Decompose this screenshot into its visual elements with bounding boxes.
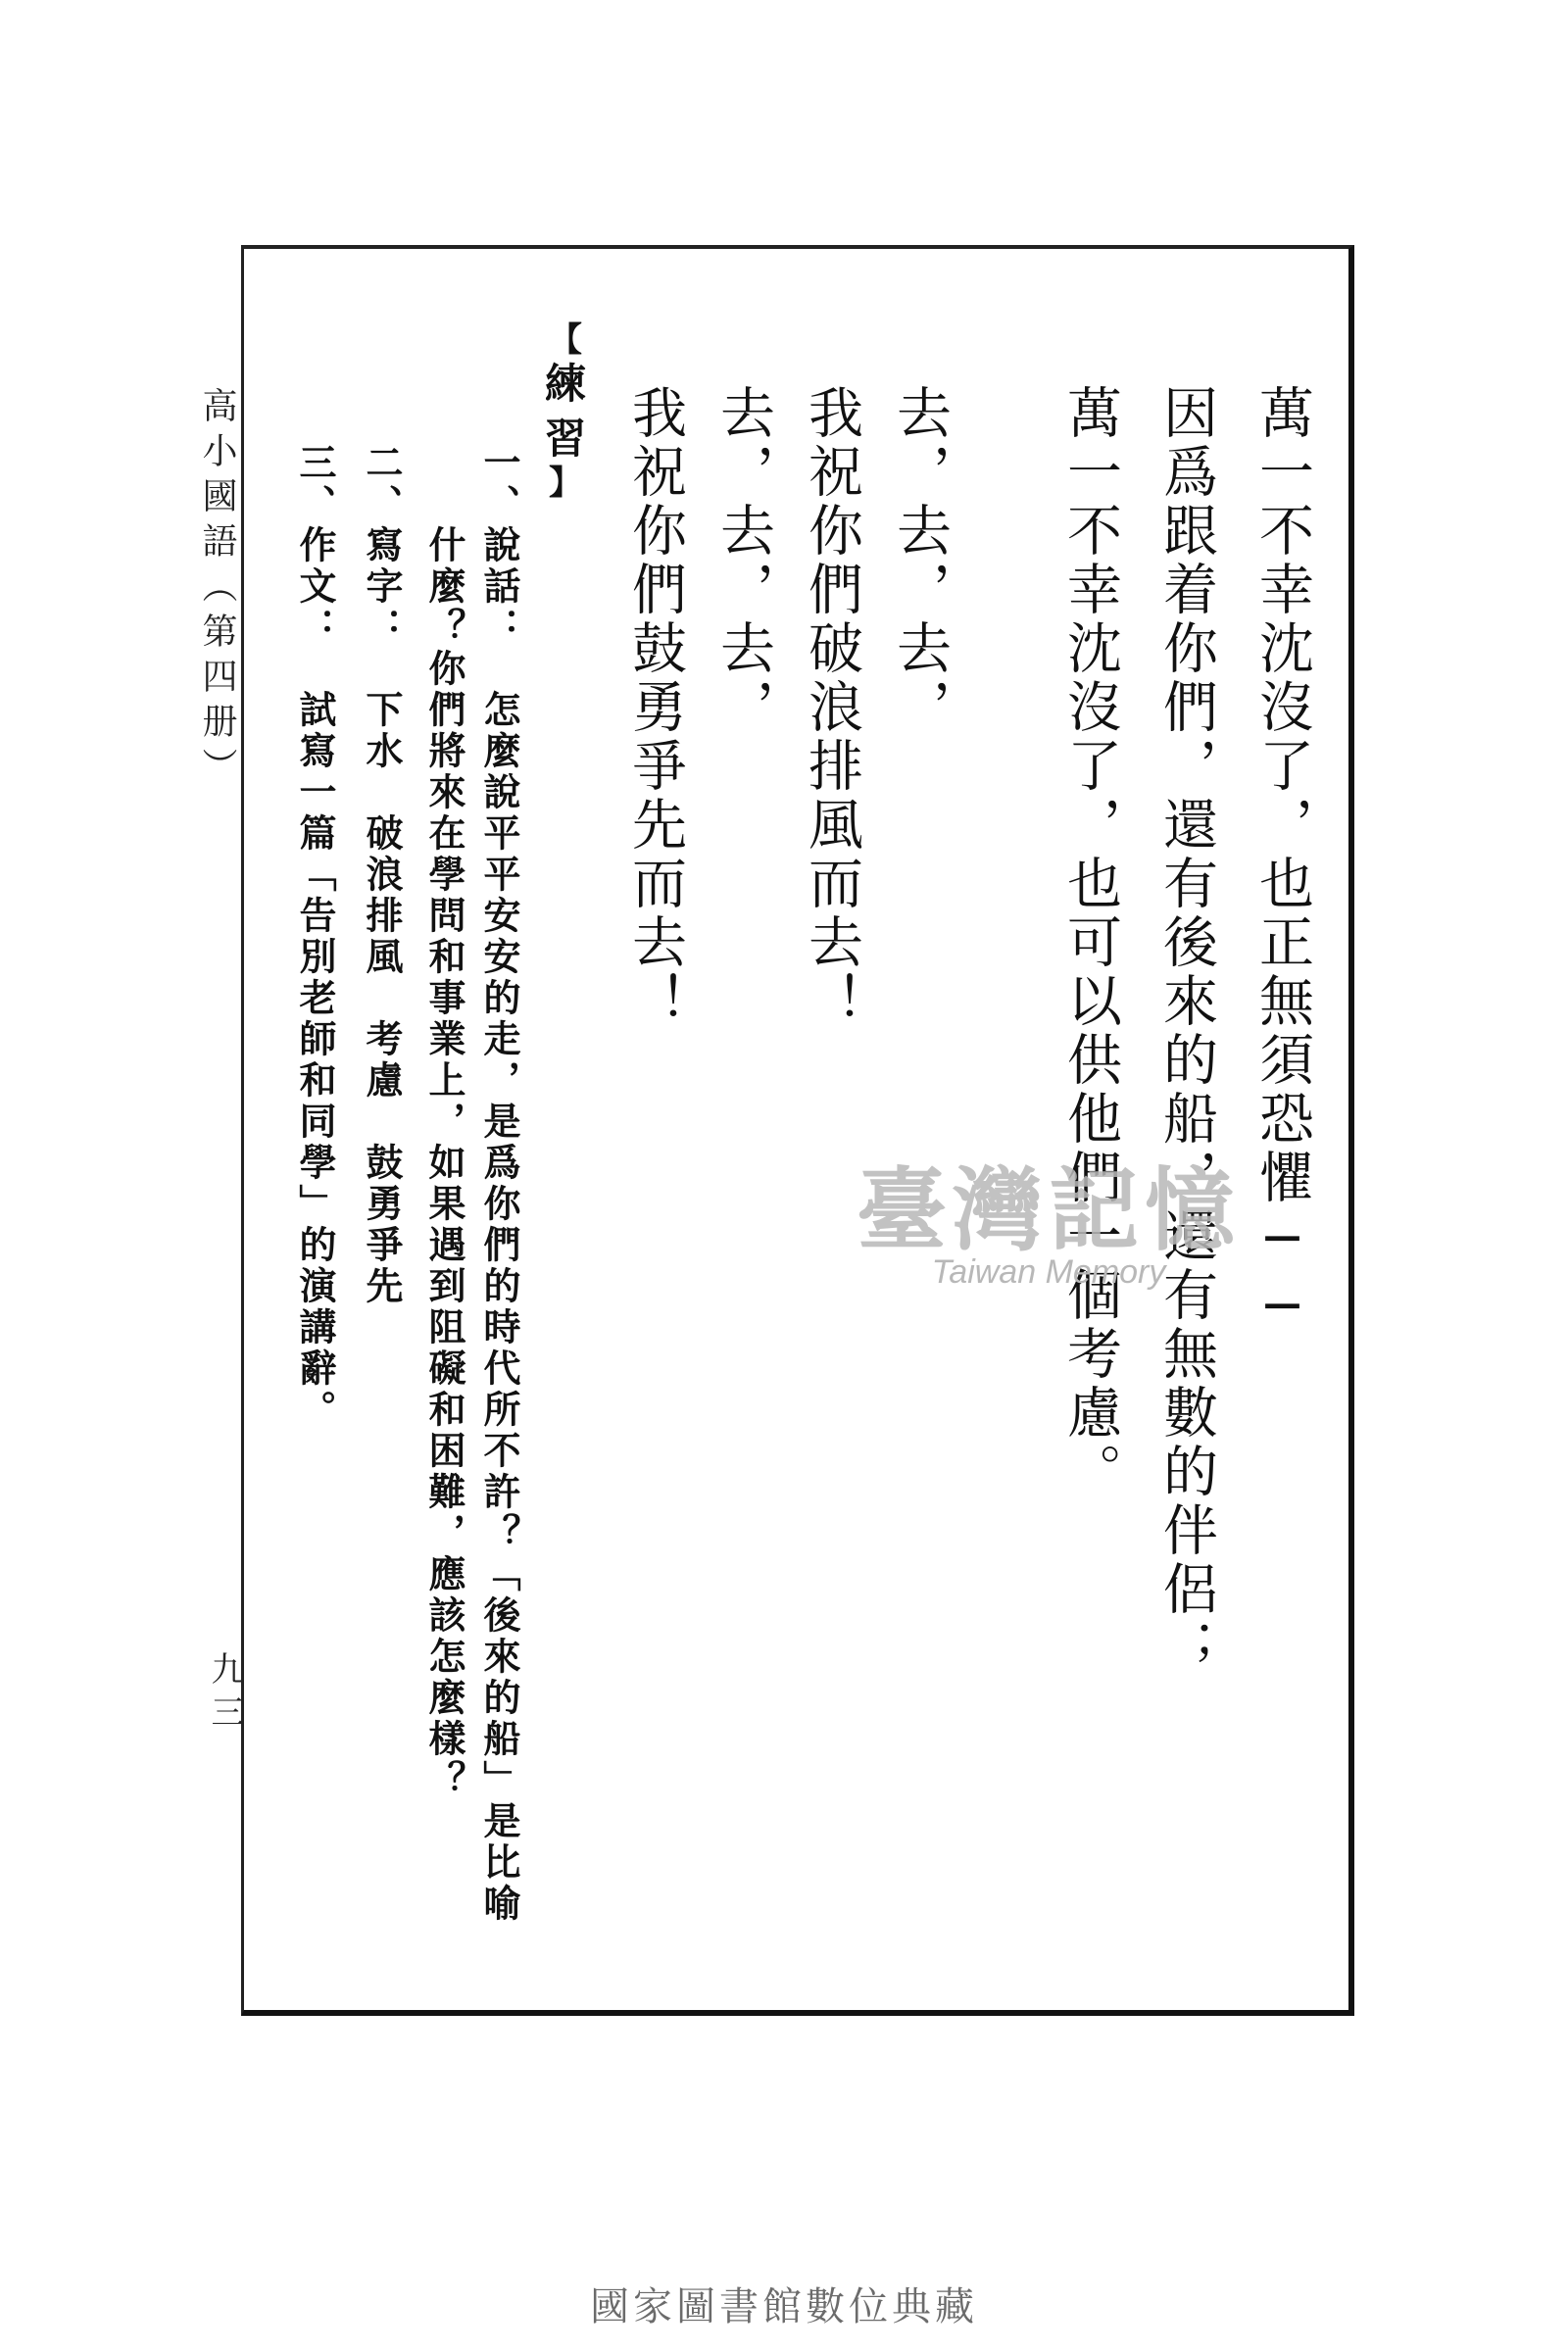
exercise-item-1-line-2: 什麼？你們將來在學問和事業上，如果遇到阻礙和困難，應該怎麼樣？ xyxy=(422,525,466,1801)
watermark-english: Taiwan Memory xyxy=(931,1253,1166,1291)
poem-line-5: 我祝你們破浪排風而去！ xyxy=(800,384,863,1031)
heading-bracket-close: 】 xyxy=(549,464,582,503)
page-number: 九三 xyxy=(205,1651,244,1738)
exercise-heading xyxy=(537,320,594,519)
poem-line-3: 萬一不幸沈沒了，也可以供他們一個考慮。 xyxy=(1058,384,1122,1501)
heading-char-1: 練 xyxy=(544,360,586,408)
exercise-item-3: 三、作文： 試寫一篇「告別老師和同學」的演講辭。 xyxy=(293,443,337,1431)
heading-char-2: 習 xyxy=(544,415,586,463)
poem-line-4: 去，去，去， xyxy=(888,384,952,737)
exercise-item-2: 二、寫字： 下水 破浪排風 考慮 鼓勇爭先 xyxy=(360,443,404,1307)
poem-line-7: 我祝你們鼓勇爭先而去！ xyxy=(623,384,687,1031)
exercise-item-1-line-1: 一、說話： 怎麼說平平安安的走，是爲你們的時代所不許？「後來的船」是比喻 xyxy=(477,443,521,1925)
poem-line-2: 因爲跟着你們，還有後來的船，還有無數的伴侶； xyxy=(1154,384,1218,1678)
watermark-logo xyxy=(804,1157,1294,1298)
poem-line-1: 萬一不幸沈沒了，也正無須恐懼── xyxy=(1250,384,1314,1343)
poem-line-6: 去，去，去， xyxy=(711,384,775,737)
watermark-chinese: 臺灣記憶 xyxy=(856,1157,1241,1263)
heading-bracket-open: 【 xyxy=(549,320,582,360)
running-header: 高小國語（第四册） xyxy=(197,387,237,793)
footer-caption: 國家圖書館數位典藏 xyxy=(590,2285,978,2328)
